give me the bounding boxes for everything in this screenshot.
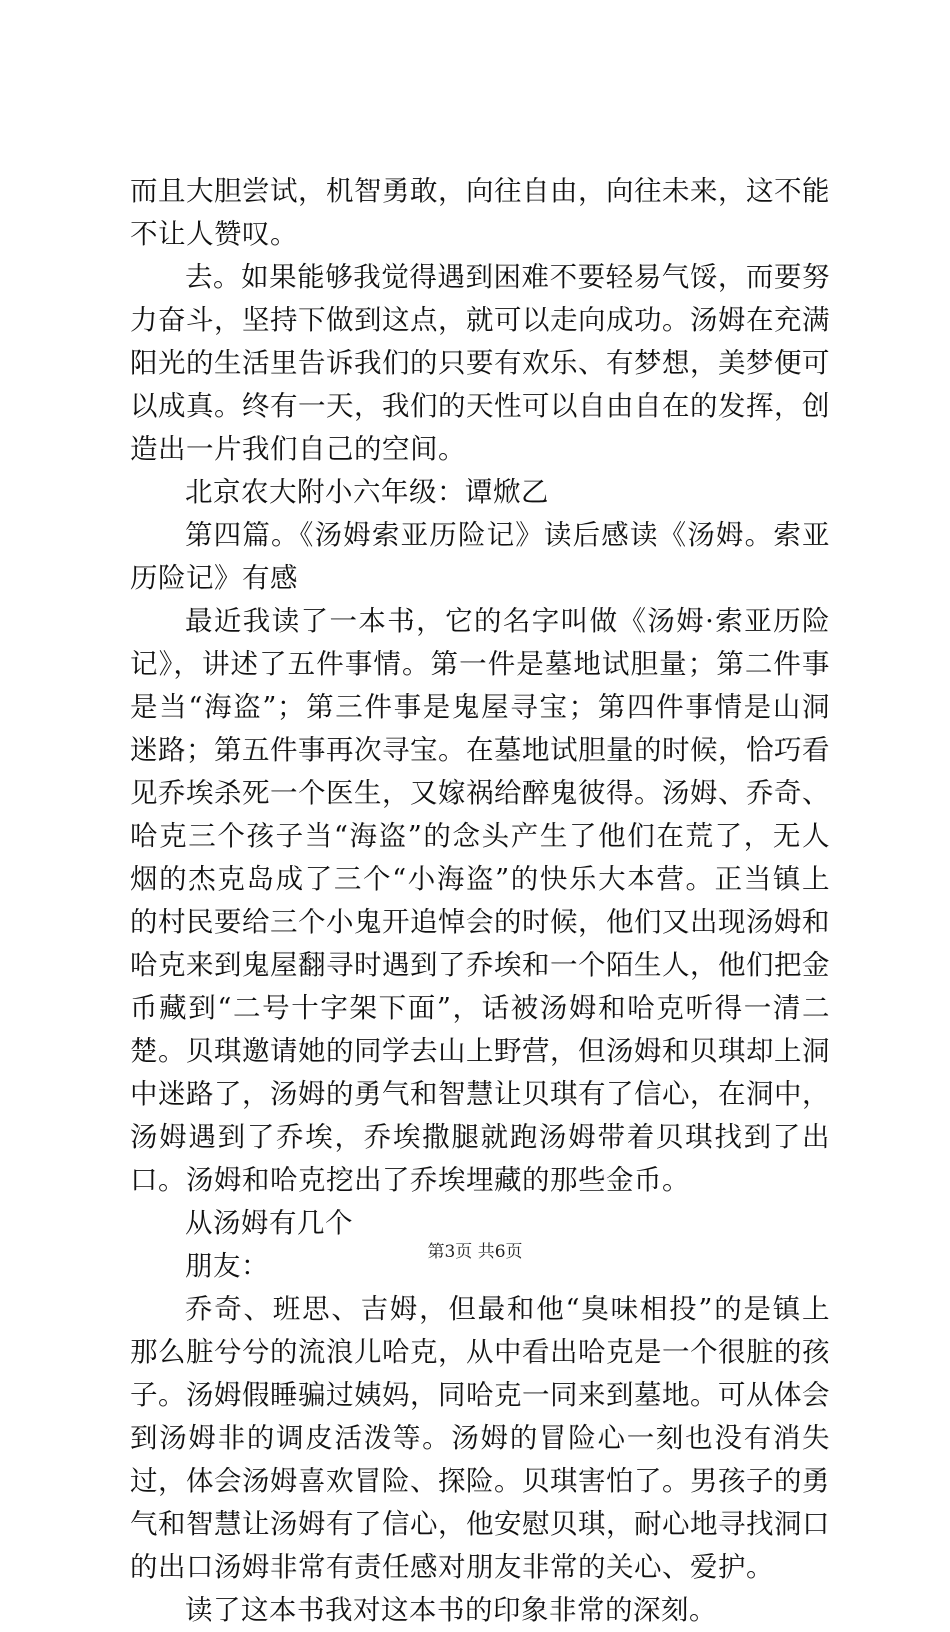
paragraph: 乔奇、班思、吉姆，但最和他“臭味相投”的是镇上那么脏兮兮的流浪儿哈克，从中看出哈克是一个很脏的孩子。汤姆假睡骗过姨妈，同哈克一同来到墓地。可从体会到汤姆非的调皮活泼等。汤姆的冒险心一刻也没有消失过，体会汤姆喜欢冒险、探险。贝琪害怕了。男孩子的勇气和智慧让汤姆有了信心，他安慰贝琪，耐心地寻找洞口的出口汤姆非常有责任感对朋友非常的关心、爱护。 bbox=[130, 1293, 830, 1583]
paragraph: 读了这本书我对这本书的印象非常的深刻。 bbox=[185, 1594, 717, 1626]
paragraph: 从汤姆有几个 bbox=[185, 1207, 353, 1239]
author-line: 北京农大附小六年级：谭焮乙 bbox=[185, 476, 549, 508]
paragraph: 朋友： bbox=[185, 1250, 269, 1282]
document-body bbox=[130, 170, 830, 1632]
paragraph: 最近我读了一本书，它的名字叫做《汤姆·索亚历险记》，讲述了五件事情。第一件是墓地试胆量；第二件事是当“海盗”；第三件事是鬼屋寻宝；第四件事情是山洞迷路；第五件事再次寻宝。在墓地试胆量的时候，恰巧看见乔埃杀死一个医生，又嫁祸给醉鬼彼得。汤姆、乔奇、哈克三个孩子当“海盗”的念头产生了他们在荒了，无人烟的杰克岛成了三个“小海盗”的快乐大本营。正当镇上的村民要给三个小鬼开追悼会的时候，他们又出现汤姆和哈克来到鬼屋翻寻时遇到了乔埃和一个陌生人，他们把金币藏到“二号十字架下面”，话被汤姆和哈克听得一清二楚。贝琪邀请她的同学去山上野营，但汤姆和贝琪却上洞中迷路了，汤姆的勇气和智慧让贝琪有了信心，在洞中，汤姆遇到了乔埃，乔埃撒腿就跑汤姆带着贝琪找到了出口。汤姆和哈克挖出了乔埃埋藏的那些金币。 bbox=[130, 605, 830, 1196]
page-number-footer: 第3页 共6页 bbox=[427, 1242, 523, 1262]
paragraph: 而且大胆尝试，机智勇敢，向往自由，向往未来，这不能不让人赞叹。 bbox=[130, 175, 830, 250]
paragraph: 去。如果能够我觉得遇到困难不要轻易气馁，而要努力奋斗，坚持下做到这点，就可以走向成功。汤姆在充满阳光的生活里告诉我们的只要有欢乐、有梦想，美梦便可以成真。终有一天，我们的天性可以自由自在的发挥，创造出一片我们自己的空间。 bbox=[130, 261, 830, 465]
section-heading: 第四篇。《汤姆索亚历险记》读后感读《汤姆。索亚历险记》有感 bbox=[130, 519, 830, 594]
